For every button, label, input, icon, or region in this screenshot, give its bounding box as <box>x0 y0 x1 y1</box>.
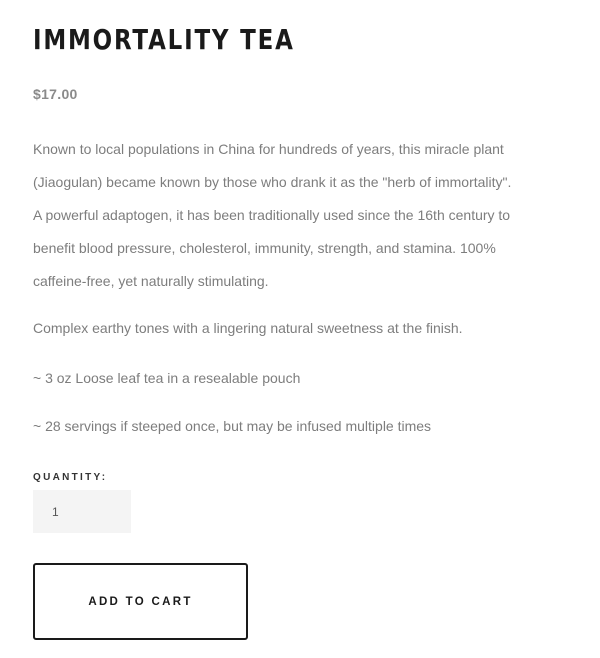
description-line: benefit blood pressure, cholesterol, immunity, strength, and stamina. 100% <box>33 240 496 256</box>
add-to-cart-button[interactable]: ADD TO CART <box>33 563 248 640</box>
product-price: $17.00 <box>33 86 78 102</box>
tasting-note: Complex earthy tones with a lingering natural sweetness at the finish. <box>33 320 463 336</box>
quantity-label: QUANTITY: <box>33 472 108 483</box>
description-line: (Jiaogulan) became known by those who drank it as the "herb of immortality". <box>33 174 512 190</box>
description-line: A powerful adaptogen, it has been traditionally used since the 16th century to <box>33 207 511 223</box>
product-description <box>33 133 578 298</box>
description-line: Known to local populations in China for hundreds of years, this miracle plant <box>33 141 504 157</box>
detail-size: ~ 3 oz Loose leaf tea in a resealable pouch <box>33 370 301 386</box>
product-title: IMMORTALITY TEA <box>33 23 295 56</box>
quantity-input[interactable] <box>33 490 131 533</box>
detail-servings: ~ 28 servings if steeped once, but may be infused multiple times <box>33 418 432 434</box>
description-line: caffeine-free, yet naturally stimulating. <box>33 273 269 289</box>
